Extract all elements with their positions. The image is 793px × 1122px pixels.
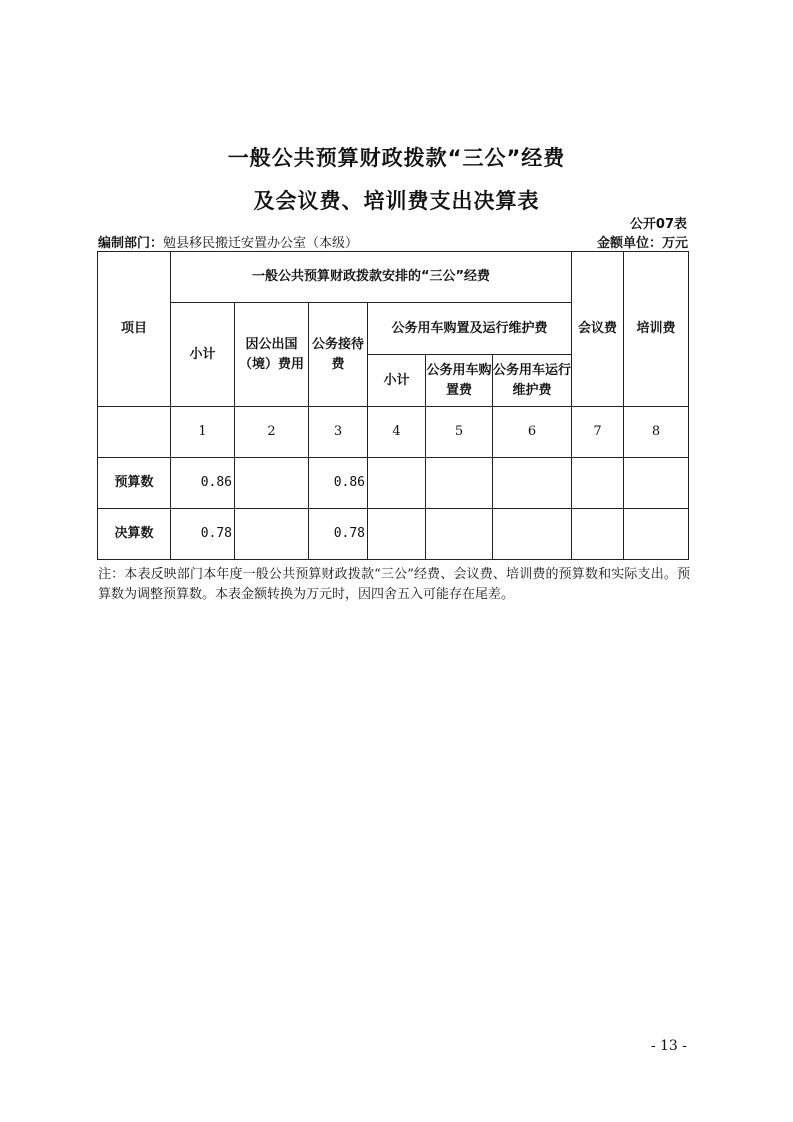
col-number: 3 [309, 407, 368, 458]
col-number-blank [98, 407, 171, 458]
table-row-final [98, 509, 689, 560]
col-number: 1 [171, 407, 235, 458]
header-item: 项目 [98, 252, 171, 407]
header-abroad: 因公出国（境）费用 [235, 303, 309, 407]
table-note: 注：本表反映部门本年度一般公共预算财政拨款“三公”经费、会议费、培训费的预算数和实际支出。预算数为调整预算数。本表金额转换为万元时，因四舍五入可能存在尾差。 [98, 567, 690, 602]
table-cell [624, 458, 689, 509]
report-title-line1: 一般公共预算财政拨款“三公”经费 [227, 146, 566, 170]
table-cell [235, 458, 309, 509]
header-vehicle-subtotal: 小计 [368, 355, 426, 407]
header-reception: 公务接待费 [309, 303, 368, 407]
header-vehicle-group: 公务用车购置及运行维护费 [368, 303, 572, 355]
col-number: 2 [235, 407, 309, 458]
expense-table [97, 251, 689, 560]
col-number: 8 [624, 407, 689, 458]
department-info [98, 232, 358, 251]
table-cell [572, 458, 624, 509]
col-number: 5 [426, 407, 493, 458]
table-cell: 0.86 [309, 458, 368, 509]
page-number: - 13 - [650, 1038, 687, 1054]
table-cell [493, 458, 572, 509]
col-number: 6 [493, 407, 572, 458]
header-vehicle-purchase: 公务用车购置费 [426, 355, 493, 407]
header-vehicle-operation: 公务用车运行维护费 [493, 355, 572, 407]
form-code: 公开07表 [629, 217, 687, 232]
col-number: 7 [572, 407, 624, 458]
table-cell: 0.86 [171, 458, 235, 509]
table-cell [368, 458, 426, 509]
table-cell [235, 509, 309, 560]
department-name: 勉县移民搬迁安置办公室（本级） [163, 236, 359, 251]
col-number: 4 [368, 407, 426, 458]
table-cell [624, 509, 689, 560]
header-three-public: 一般公共预算财政拨款安排的“三公”经费 [171, 252, 572, 303]
table-cell [368, 509, 426, 560]
table-row-budget [98, 458, 689, 509]
header-training: 培训费 [624, 252, 689, 407]
row-label: 预算数 [98, 458, 171, 509]
table-cell [572, 509, 624, 560]
table-cell [426, 458, 493, 509]
table-cell [493, 509, 572, 560]
table-cell: 0.78 [309, 509, 368, 560]
table-cell [426, 509, 493, 560]
header-subtotal: 小计 [171, 303, 235, 407]
table-cell: 0.78 [171, 509, 235, 560]
report-title-line2: 及会议费、培训费支出决算表 [253, 189, 540, 213]
header-meeting: 会议费 [572, 252, 624, 407]
department-label: 编制部门： [98, 236, 164, 251]
row-label: 决算数 [98, 509, 171, 560]
amount-unit: 金额单位：万元 [596, 236, 688, 251]
